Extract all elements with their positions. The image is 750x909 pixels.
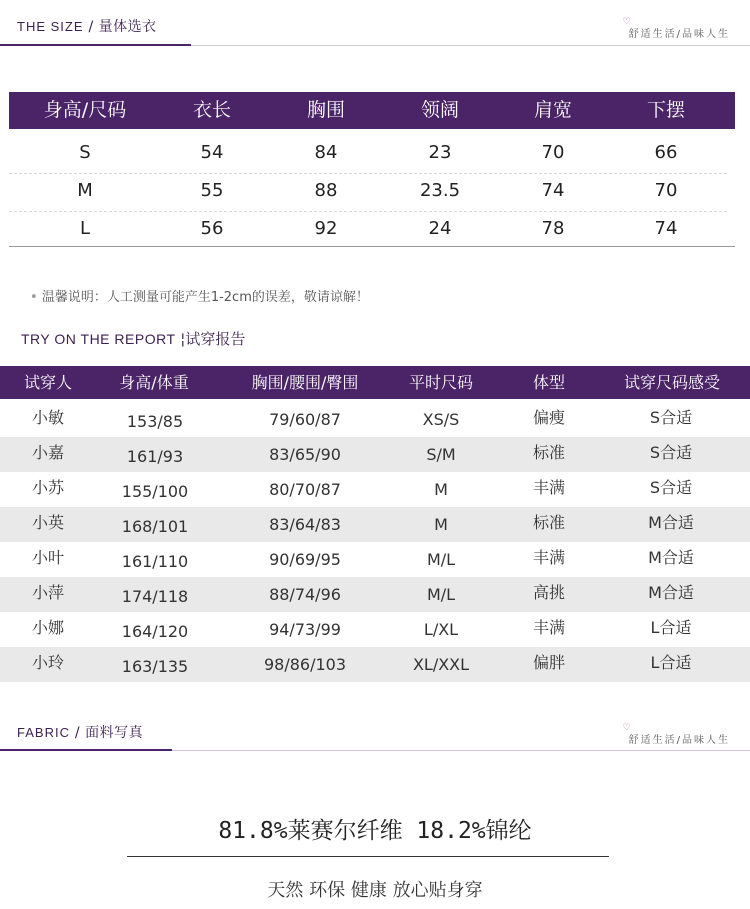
size-section-title: [17, 16, 157, 36]
tryon-cell: S合适: [649, 478, 693, 497]
heart-icon: ♡: [622, 723, 633, 733]
size-title-sep: /: [88, 19, 94, 35]
tryon-cell: 153/85: [126, 412, 184, 431]
tryon-col-header: 平时尺码: [408, 373, 474, 392]
size-cell: 84: [314, 142, 338, 163]
tryon-cell-name: 小敏: [31, 408, 65, 427]
size-col-header: 下摆: [646, 99, 686, 121]
tryon-cell: 98/86/103: [263, 655, 347, 674]
tryon-cell: S合适: [649, 408, 693, 427]
size-cell: 78: [541, 218, 565, 239]
size-cell: M: [77, 180, 93, 201]
tryon-cell: 标准: [532, 513, 566, 532]
tryon-title-cn: 试穿报告: [185, 330, 246, 348]
fabric-brand-text: 舒适生活/品味人生: [628, 735, 730, 746]
size-cell: 24: [428, 218, 452, 239]
tryon-table-header: [0, 366, 750, 399]
size-cell: S: [79, 142, 91, 163]
tryon-col-header: 身高/体重: [119, 373, 189, 392]
fabric-brand-slogan: [622, 723, 730, 746]
table-row: [0, 437, 750, 472]
tryon-cell: XS/S: [422, 410, 460, 429]
tryon-cell: M: [434, 480, 448, 499]
tryon-cell: 丰满: [532, 548, 566, 567]
tryon-cell: 83/64/83: [269, 515, 341, 534]
fabric-divider: [127, 856, 609, 857]
tryon-cell: 155/100: [121, 482, 189, 501]
tryon-cell-name: 小萍: [31, 583, 65, 602]
tryon-cell-name: 小英: [31, 513, 65, 532]
tryon-col-header: 体型: [532, 373, 566, 392]
tryon-cell: M/L: [426, 585, 456, 604]
tryon-cell: L合适: [650, 618, 692, 637]
tryon-col-header: 试穿人: [23, 373, 73, 392]
tryon-cell: 90/69/95: [269, 550, 341, 569]
tryon-cell: S合适: [649, 443, 693, 462]
size-title-cn: 量体选衣: [98, 19, 157, 35]
tryon-section-title: [21, 328, 245, 349]
note-bullet: •: [30, 290, 38, 305]
table-row: [0, 402, 750, 437]
tryon-cell-name: 小叶: [31, 548, 65, 567]
tryon-cell: S/M: [426, 445, 456, 464]
size-col-header: 肩宽: [533, 99, 573, 121]
size-cell: 74: [654, 218, 678, 239]
size-col-header: 领阔: [420, 99, 460, 121]
fabric-title-cn: 面料写真: [85, 725, 144, 741]
tryon-title-en: TRY ON THE REPORT: [21, 331, 176, 347]
tryon-cell: M合适: [648, 583, 694, 602]
size-brand-slogan: [622, 17, 730, 40]
tryon-cell: L合适: [650, 653, 692, 672]
table-row: [0, 472, 750, 507]
tryon-cell: M合适: [648, 513, 694, 532]
fabric-title-sep: /: [74, 725, 81, 741]
size-cell: 55: [200, 180, 224, 201]
size-header-accent: [0, 44, 191, 46]
tryon-cell: 161/93: [126, 447, 184, 466]
tryon-cell: M合适: [648, 548, 694, 567]
table-row: [0, 134, 750, 172]
table-row: [0, 647, 750, 682]
tryon-cell: 80/70/87: [269, 480, 341, 499]
size-cell: 88: [314, 180, 338, 201]
tryon-cell: 163/135: [121, 657, 189, 676]
size-col-header: 衣长: [192, 99, 232, 121]
tryon-cell: 168/101: [121, 517, 189, 536]
fabric-slogan: 天然 环保 健康 放心贴身穿: [267, 880, 483, 901]
tryon-cell: 偏胖: [532, 653, 566, 672]
tryon-col-header: 胸围/腰围/臀围: [251, 373, 359, 392]
tryon-cell-name: 小玲: [31, 653, 65, 672]
heart-icon: ♡: [622, 17, 633, 27]
size-cell: 54: [200, 142, 224, 163]
tryon-title-sep: ¦: [180, 330, 186, 348]
size-cell: 23.5: [419, 180, 461, 201]
fabric-composition: 81.8%莱赛尔纤维 18.2%锦纶: [218, 818, 532, 844]
tryon-cell: 174/118: [121, 587, 189, 606]
table-row: [0, 210, 750, 248]
size-cell: 66: [654, 142, 678, 163]
measurement-note: [30, 286, 369, 305]
size-cell: 23: [428, 142, 452, 163]
size-table-bottom-line: [9, 246, 735, 247]
size-cell: 56: [200, 218, 224, 239]
table-row: [0, 172, 750, 210]
table-row: [0, 577, 750, 612]
tryon-cell-name: 小嘉: [31, 443, 65, 462]
tryon-cell: 94/73/99: [269, 620, 341, 639]
tryon-cell: 标准: [532, 443, 566, 462]
fabric-section-title: [17, 722, 143, 742]
size-cell: 74: [541, 180, 565, 201]
tryon-cell-name: 小苏: [31, 478, 65, 497]
tryon-cell: 丰满: [532, 618, 566, 637]
size-cell: L: [79, 218, 91, 239]
tryon-cell: 161/110: [121, 552, 189, 571]
size-title-en: THE SIZE: [17, 19, 84, 34]
tryon-cell: M/L: [426, 550, 456, 569]
size-cell: 92: [314, 218, 338, 239]
fabric-title-en: FABRIC: [17, 725, 70, 740]
fabric-header-accent: [0, 749, 172, 751]
size-table-header: [9, 92, 735, 129]
tryon-cell: 88/74/96: [269, 585, 341, 604]
tryon-cell: L/XL: [423, 620, 459, 639]
size-col-header: 身高/尺码: [43, 99, 127, 121]
size-cell: 70: [654, 180, 678, 201]
size-brand-text: 舒适生活/品味人生: [628, 29, 730, 40]
size-cell: 70: [541, 142, 565, 163]
tryon-cell: 164/120: [121, 622, 189, 641]
tryon-cell: 83/65/90: [269, 445, 341, 464]
note-text: 温馨说明：人工测量可能产生1-2cm的误差，敬请谅解！: [41, 290, 369, 305]
tryon-col-header: 试穿尺码感受: [623, 373, 721, 392]
table-row: [0, 612, 750, 647]
tryon-cell: 偏瘦: [532, 408, 566, 427]
tryon-cell: 高挑: [532, 583, 566, 602]
tryon-cell-name: 小娜: [31, 618, 65, 637]
tryon-cell: 79/60/87: [269, 410, 341, 429]
tryon-cell: XL/XXL: [412, 655, 470, 674]
table-row: [0, 507, 750, 542]
size-col-header: 胸围: [306, 99, 346, 121]
tryon-cell: 丰满: [532, 478, 566, 497]
tryon-cell: M: [434, 515, 448, 534]
table-row: [0, 542, 750, 577]
